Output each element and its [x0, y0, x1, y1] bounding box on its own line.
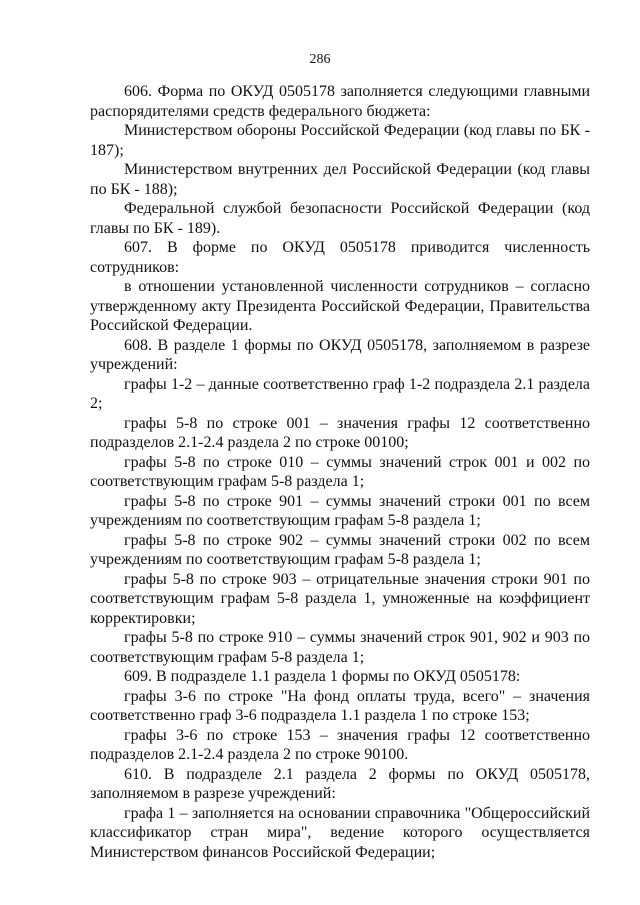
paragraph-610-col-1: графа 1 – заполняется на основании справочника "Общероссийский классификатор стран мира", ведение которого осуществляется Министерством финансов Российской Федерации; [90, 804, 590, 861]
paragraph-606: 606. Форма по ОКУД 0505178 заполняется следующими главными распорядителями средств федерального бюджета: [90, 83, 590, 120]
paragraph-608-row-910: графы 5-8 по строке 910 – суммы значений строк 901, 902 и 903 по соответствующим графам 5-8 раздела 1; [90, 629, 590, 666]
page-number: 286 [309, 52, 331, 67]
paragraph-609-payroll: графы 3-6 по строке "На фонд оплаты труда, всего" – значения соответственно граф 3-6 подраздела 1.1 раздела 1 по строке 153; [90, 687, 590, 724]
paragraph-mvd: Министерством внутренних дел Российской Федерации (код главы по БК - 188); [90, 161, 590, 198]
paragraph-610: 610. В подразделе 2.1 раздела 2 формы по ОКУД 0505178, заполняемом в разрезе учреждений: [90, 765, 590, 802]
paragraph-607: 607. В форме по ОКУД 0505178 приводится численность сотрудников: [90, 239, 590, 276]
paragraph-608-row-902: графы 5-8 по строке 902 – суммы значений строки 002 по всем учреждениям по соответствующим графам 5-8 раздела 1; [90, 531, 590, 568]
paragraph-609-row-153: графы 3-6 по строке 153 – значения графы 12 соответственно подразделов 2.1-2.4 раздела 2 по строке 90100. [90, 726, 590, 763]
paragraph-608-row-001: графы 5-8 по строке 001 – значения графы 12 соответственно подразделов 2.1-2.4 раздела 2 по строке 00100; [90, 414, 590, 451]
paragraph-609: 609. В подразделе 1.1 раздела 1 формы по ОКУД 0505178: [124, 668, 521, 685]
document-body [90, 82, 590, 862]
paragraph-fsb: Федеральной службой безопасности Российской Федерации (код главы по БК - 189). [90, 200, 590, 237]
paragraph-608-row-903: графы 5-8 по строке 903 – отрицательные значения строки 901 по соответствующим графам 5-8 раздела 1, умноженные на коэффициент корректировки; [90, 570, 590, 627]
paragraph-608-row-901: графы 5-8 по строке 901 – суммы значений строки 001 по всем учреждениям по соответствующим графам 5-8 раздела 1; [90, 492, 590, 529]
paragraph-608-row-010: графы 5-8 по строке 010 – суммы значений строк 001 и 002 по соответствующим графам 5-8 раздела 1; [90, 453, 590, 490]
paragraph-608: 608. В разделе 1 формы по ОКУД 0505178, заполняемом в разрезе учреждений: [90, 336, 590, 373]
paragraph-607-detail: в отношении установленной численности сотрудников – согласно утвержденному акту Президента Российской Федерации, Правительства Российской Федерации. [90, 278, 590, 334]
paragraph-608-cols-1-2: графы 1-2 – данные соответственно граф 1-2 подраздела 2.1 раздела 2; [90, 375, 590, 412]
paragraph-mo: Министерством обороны Российской Федерации (код главы по БК - 187); [90, 122, 590, 159]
